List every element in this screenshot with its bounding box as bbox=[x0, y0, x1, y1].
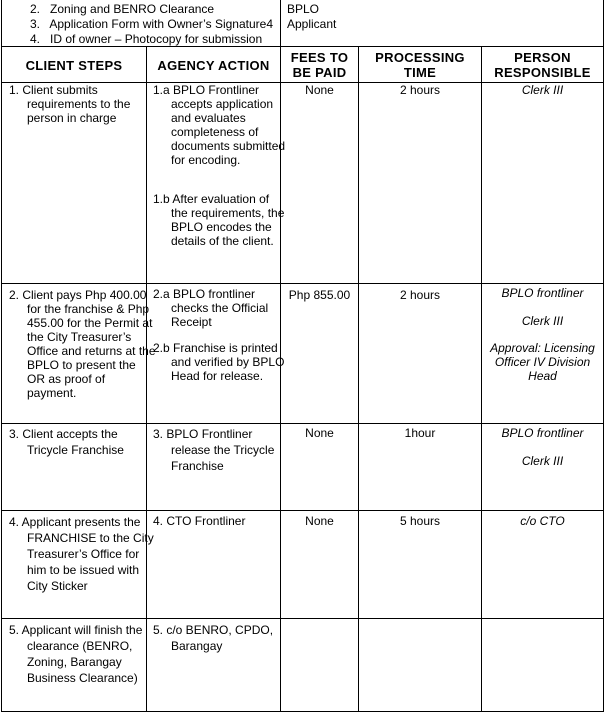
header-person-responsible: PERSON RESPONSIBLE bbox=[494, 50, 591, 80]
agency-action-2b: 2.b Franchise is printed and verified by BPLO Head for release. bbox=[153, 341, 285, 383]
requirement-item: 2. Zoning and BENRO Clearance bbox=[30, 2, 215, 16]
requirement-item: 3. Application Form with Owner’s Signature4 bbox=[30, 17, 274, 31]
header-client-steps: CLIENT STEPS bbox=[25, 58, 123, 73]
requirement-office: BPLO bbox=[287, 2, 320, 16]
client-step-1: 1. Client submits requirements to the person in charge bbox=[9, 83, 131, 125]
header-fees: FEES TO BE PAID bbox=[290, 50, 349, 80]
agency-action-4: 4. CTO Frontliner bbox=[153, 514, 246, 528]
requirement-who: Applicant bbox=[287, 17, 337, 31]
fee-4: None bbox=[305, 514, 334, 528]
client-step-4: 4. Applicant presents the FRANCHISE to the City Treasurer’s Office for him to be issued with City Sticker bbox=[9, 515, 154, 593]
client-step-3: 3. Client accepts the Tricycle Franchise bbox=[9, 427, 124, 457]
header-processing-time: PROCESSING TIME bbox=[375, 50, 465, 80]
person-2b: Clerk III bbox=[521, 314, 564, 328]
time-1: 2 hours bbox=[399, 83, 441, 97]
person-2a: BPLO frontliner bbox=[501, 286, 584, 300]
header-agency-action: AGENCY ACTION bbox=[157, 58, 270, 73]
time-3: 1hour bbox=[404, 426, 436, 440]
person-2c: Approval: Licensing Officer IV Division Head bbox=[490, 341, 595, 383]
requirement-item: 4. ID of owner – Photocopy for submission bbox=[30, 32, 263, 46]
time-4: 5 hours bbox=[399, 514, 441, 528]
time-2: 2 hours bbox=[399, 288, 441, 302]
person-3b: Clerk III bbox=[521, 454, 564, 468]
fee-2: Php 855.00 bbox=[288, 288, 351, 302]
fee-1: None bbox=[305, 83, 334, 97]
agency-action-3: 3. BPLO Frontliner release the Tricycle Franchise bbox=[153, 427, 275, 473]
fee-3: None bbox=[305, 426, 334, 440]
agency-action-2a: 2.a BPLO frontliner checks the Official Receipt bbox=[153, 287, 269, 329]
person-1: Clerk III bbox=[521, 83, 564, 97]
client-step-2: 2. Client pays Php 400.00 for the franchise & Php 455.00 for the Permit at the City Treasurer’s Office and returns at the BPLO to present the OR as proof of payment. bbox=[9, 288, 156, 400]
agency-action-1b: 1.b After evaluation of the requirements, the BPLO encodes the details of the client. bbox=[153, 192, 285, 248]
client-step-5: 5. Applicant will finish the clearance (BENRO, Zoning, Barangay Business Clearance) bbox=[9, 623, 143, 685]
person-3a: BPLO frontliner bbox=[501, 426, 584, 440]
agency-action-5: 5. c/o BENRO, CPDO, Barangay bbox=[153, 623, 274, 653]
person-4: c/o CTO bbox=[520, 514, 565, 528]
agency-action-1a: 1.a BPLO Frontliner accepts application and evaluates completeness of documents submitted for encoding. bbox=[153, 83, 286, 167]
